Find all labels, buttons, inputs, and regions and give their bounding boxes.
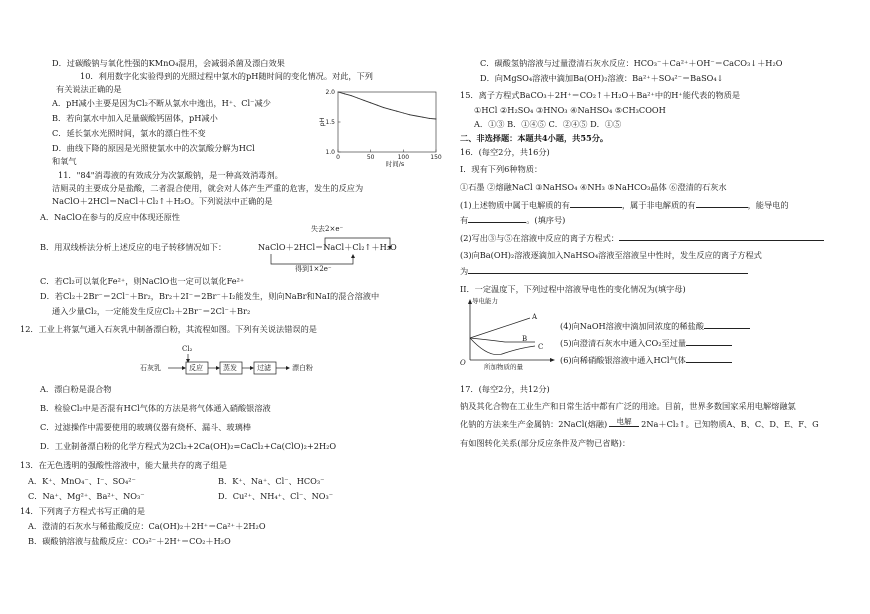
reaction-equation: NaClO＋2HCl＝NaCl＋Cl₂↑＋H₂O: [258, 242, 397, 252]
ph-data-point: [409, 114, 410, 115]
q11-option-c: C．若Cl₂可以氧化Fe²⁺，则NaClO也一定可以氧化Fe²⁺: [40, 276, 245, 286]
q16-sub1: [460, 199, 789, 211]
q16-sub6-text: (6)向稀硝酸银溶液中通入HCl气体: [560, 355, 686, 365]
ph-data-point: [390, 109, 391, 110]
ph-data-point: [416, 116, 417, 117]
q11-option-b: B．用双线桥法分析上述反应的电子转移情况如下：: [40, 242, 227, 252]
answer-blank-conductive[interactable]: [468, 214, 526, 223]
answer-blank-4[interactable]: [704, 320, 750, 329]
q10-option-a: A．pH减小主要是因为Cl₂不断从氯水中逸出，H⁺、Cl⁻减少: [52, 98, 271, 108]
x-tick-label: 50: [366, 154, 375, 161]
q16-sub5-text: (5)向澄清石灰水中通入CO₂至过量: [560, 338, 687, 348]
answer-blank-electrolytes[interactable]: [570, 199, 622, 208]
electron-lose-label: 失去2×e⁻: [311, 225, 344, 233]
ph-data-point: [383, 107, 384, 108]
q13-option-b: B．K⁺、Na⁺、Cl⁻、HCO₃⁻: [218, 476, 325, 486]
q16-sub6: [560, 354, 732, 366]
electrolysis-condition: [609, 417, 639, 427]
q16-sub3-b: 为: [460, 266, 469, 276]
ph-data-point: [370, 102, 371, 103]
q14-option-d: D．向MgSO₄溶液中滴加Ba(OH)₂溶液：Ba²⁺＋SO₄²⁻＝BaSO₄↓: [480, 73, 724, 83]
q15-stem: 15．离子方程式BaCO₃＋2H⁺＝CO₂↑＋H₂O＋Ba²⁺中的H⁺能代表的物质是: [460, 90, 741, 100]
q13-stem: 13．在无色透明的强酸性溶液中，能大量共存的离子组是: [20, 460, 227, 470]
x-tick-label: 0: [336, 154, 340, 161]
electron-transfer-diagram: [255, 226, 405, 274]
q14-option-a: A．澄清的石灰水与稀盐酸反应：Ca(OH)₂＋2H⁺＝Ca²⁺＋2H₂O: [28, 521, 266, 531]
q16-sub3: (3)向Ba(OH)₂溶液逐滴加入NaHSO₄溶液至溶液呈中性时，发生反应的离子方程式: [460, 250, 762, 260]
q16-sub1-c: ，能导电的: [747, 200, 789, 210]
ph-data-point: [403, 113, 404, 114]
ph-line-chart: [308, 86, 443, 168]
q11-option-d-cont: 通入少量Cl₂，一定能发生反应Cl₂＋2Br⁻＝2Cl⁻＋Br₂: [52, 306, 251, 316]
flow-end: 漂白粉: [292, 364, 313, 372]
electrolysis-label: 电解: [616, 417, 632, 426]
q11-stem-eq: NaClO＋2HCl＝NaCl＋Cl₂↑＋H₂O。下列说法中正确的是: [52, 196, 273, 206]
curve-label-c: C: [538, 343, 544, 351]
graph-origin: O: [460, 359, 466, 367]
chart-xlabel: 时间/s: [385, 160, 405, 168]
q17-heading: 17．(每空2分，共12分): [460, 384, 550, 394]
q16-sub1-a: (1)上述物质中属于电解质的有: [460, 200, 570, 210]
y-tick-label: 2.0: [325, 89, 335, 97]
q14-stem: 14．下列离子方程式书写正确的是: [20, 506, 146, 516]
ph-data-point: [364, 100, 365, 101]
ph-data-point: [344, 93, 345, 94]
q16-sub1-cont: [460, 214, 565, 226]
q16-sub4: [560, 320, 750, 332]
q12-stem: 12．工业上将氯气通入石灰乳中制备漂白粉，其流程如图。下列有关说法错误的是: [20, 324, 317, 334]
ph-data-point: [436, 119, 437, 120]
q10-option-b: B．若向氯水中加入足量碳酸钙固体，pH减小: [52, 113, 218, 123]
conductivity-graph: [460, 297, 560, 371]
q17-text-2: [460, 419, 819, 430]
q11-option-d: D．若Cl₂＋2Br⁻＝2Cl⁻＋Br₂，Br₂＋2I⁻＝2Br⁻＋I₂能发生，则向NaBr和NaI的混合溶液中: [40, 291, 380, 301]
flow-step-react: 反应: [189, 364, 203, 372]
x-tick-label: 150: [430, 154, 442, 161]
q17-text-3: 有如图转化关系(部分反应条件及产物已省略)：: [460, 438, 631, 448]
q14-option-c: C．碳酸氢钠溶液与过量澄清石灰水反应：HCO₃⁻＋Ca²⁺＋OH⁻＝CaCO₃↓＋H₂O: [480, 58, 783, 68]
ph-series-line: [338, 92, 436, 119]
q17-text-2b: 2Na＋Cl₂↑。已知物质A、B、C、D、E、F、G: [641, 419, 819, 429]
q16-sub1-b: ，属于非电解质的有: [621, 200, 696, 210]
y-tick-label: 1.5: [325, 119, 335, 127]
q13-option-d: D．Cu²⁺、NH₄⁺、Cl⁻、NO₃⁻: [218, 491, 334, 501]
q14-option-b: B．碳酸钠溶液与盐酸反应：CO₃²⁻＋2H⁺＝CO₂＋H₂O: [28, 536, 231, 546]
answer-blank-6[interactable]: [686, 354, 732, 363]
curve-label-b: B: [522, 335, 528, 343]
q16-sub2-text: (2)写出③与⑤在溶液中反应的离子方程式：: [460, 233, 619, 243]
ph-data-point: [422, 117, 423, 118]
q13-option-c: C．Na⁺、Mg²⁺、Ba²⁺、NO₃⁻: [28, 491, 145, 501]
q12-option-c: C．过滤操作中需要使用的玻璃仪器有烧杯、漏斗、玻璃棒: [40, 422, 251, 432]
q10-option-d: D．曲线下降的原因是光照使氯水中的次氯酸分解为HCl: [52, 143, 255, 153]
q10-stem-cont: 有关说法正确的是: [56, 84, 122, 94]
q16-sub1-e: 。(填序号): [526, 215, 566, 225]
q16-sub2: [460, 232, 824, 244]
q15-substances: ①HCl ②H₂SO₄ ③HNO₃ ④NaHSO₄ ⑤CH₃COOH: [474, 105, 666, 115]
answer-blank-5[interactable]: [686, 337, 732, 346]
y-tick-label: 1.0: [325, 149, 335, 157]
answer-blank-ionic-eq-2[interactable]: [619, 232, 824, 241]
q10-option-c: C．延长氯水光照时间，氯水的漂白性不变: [52, 128, 206, 138]
conductivity-curves: [460, 298, 560, 368]
ph-data-point: [396, 111, 397, 112]
q16-part1: I．现有下列6种物质：: [460, 164, 543, 174]
flow-gas: Cl₂: [182, 345, 193, 353]
q16-part2: II．一定温度下，下列过程中溶液导电性的变化情况为(填字母): [460, 284, 686, 294]
graph-ylabel: 导电能力: [472, 297, 498, 305]
curve-label-a: A: [532, 313, 538, 321]
flow-step-evaporate: 蒸发: [223, 364, 237, 372]
ph-data-point: [377, 105, 378, 106]
q11-option-a: A．NaClO在参与的反应中体现还原性: [40, 212, 180, 222]
q10-stem: 10．利用数字化实验得到的光照过程中氯水的pH随时间的变化情况。对此，下列: [80, 71, 373, 81]
q16-sub5: [560, 337, 732, 349]
q10-option-d-cont: 和氧气: [52, 156, 77, 166]
graph-xlabel: 所加物质的量: [484, 363, 523, 371]
q16-sub3-cont: [460, 265, 748, 277]
q12-option-d: D．工业制备漂白粉的化学方程式为2Cl₂+2Ca(OH)₂=CaCl₂+Ca(ClO)₂+2H₂O: [40, 441, 337, 451]
q11-stem-cont: 洁厕灵的主要成分是盐酸，二者混合使用，就会对人体产生严重的危害，发生的反应为: [52, 183, 364, 193]
chart-frame: [338, 92, 436, 152]
section-2-heading: 二、非选择题：本题共4小题，共55分。: [460, 133, 609, 143]
q11-stem: 11．"84"消毒液的有效成分为次氯酸钠，是一种高效消毒剂。: [58, 170, 283, 180]
q16-substance-list: ①石墨 ②熔融NaCl ③NaHSO₄ ④NH₃ ⑤NaHCO₃晶体 ⑥澄清的石灰水: [460, 182, 727, 192]
x-tick-label: 100: [397, 154, 410, 161]
q9-option-d: D．过碳酸钠与氧化性强的KMnO₄混用，会减弱杀菌及漂白效果: [52, 58, 285, 68]
ph-data-point: [338, 92, 339, 93]
flow-step-filter: 过滤: [257, 364, 271, 372]
bleach-flowchart: [140, 346, 340, 378]
q16-sub4-text: (4)向NaOH溶液中滴加同浓度的稀盐酸: [560, 321, 704, 331]
q17-text-2a: 化钠的方法来生产金属钠：2NaCl(熔融): [460, 419, 608, 429]
answer-blank-ionic-eq-3[interactable]: [468, 265, 748, 274]
ph-data-point: [351, 95, 352, 96]
q12-option-b: B．检验Cl₂中是否混有HCl气体的方法是将气体通入硝酸银溶液: [40, 403, 271, 413]
q16-heading: 16．(每空2分，共16分): [460, 147, 550, 157]
q16-sub1-d: 有: [460, 215, 469, 225]
electron-gain-label: 得到1×2e⁻: [295, 265, 332, 273]
ph-data-point: [429, 118, 430, 119]
q17-text-1: 钠及其化合物在工业生产和日常生活中都有广泛的用途。目前，世界多数国家采用电解熔融氯: [460, 401, 796, 411]
q13-option-a: A．K⁺、MnO₄⁻、I⁻、SO₄²⁻: [28, 476, 136, 486]
answer-blank-nonelectrolytes[interactable]: [696, 199, 748, 208]
q12-option-a: A．漂白粉是混合物: [40, 384, 112, 394]
ph-data-point: [357, 98, 358, 99]
q15-choices: A．①③ B．①④⑤ C．②④⑤ D．①⑤: [474, 119, 622, 129]
chart-ylabel: pH: [318, 117, 326, 127]
flow-start: 石灰乳: [140, 364, 161, 372]
